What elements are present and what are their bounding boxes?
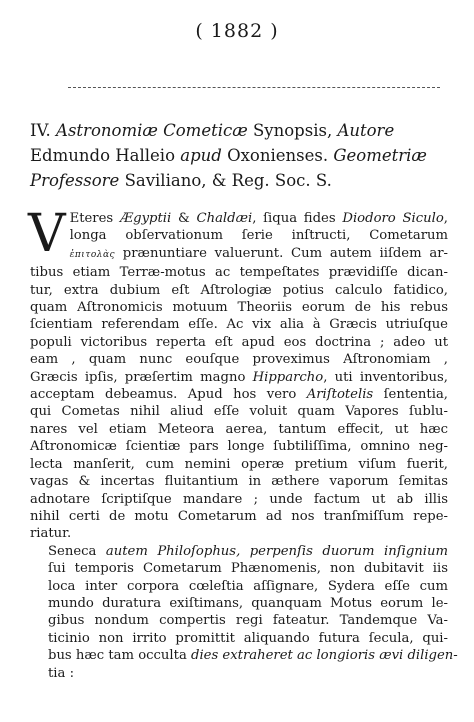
roman-text: populi victoribus reperta eſt apud eos doctrina ; adeo ut	[30, 334, 448, 350]
text-line	[30, 560, 448, 577]
text-line	[30, 456, 448, 473]
text-line	[30, 369, 448, 386]
text-line	[30, 210, 448, 227]
italic-text: Diodoro Siculo	[342, 211, 444, 226]
roman-text: nihil certi de motu Cometarum ad nos tranſmiſſum repe-	[30, 508, 448, 524]
italic-text: Chaldæi	[196, 211, 253, 226]
roman-text: , ſiqua fides	[252, 211, 343, 226]
text-line	[30, 227, 448, 244]
article-body	[28, 204, 458, 682]
text-line	[30, 299, 448, 316]
roman-text: Eteres	[69, 211, 120, 226]
roman-text: tur, extra dubium eſt Aſtrologiæ potius calculo fatidico,	[30, 282, 448, 298]
roman-text: vagas & incertas fluitantium in æthere vaporum ſemitas	[30, 474, 448, 490]
text-line	[30, 630, 448, 647]
italic-text: Hipparcho	[252, 369, 324, 385]
italic-text: Ægyptii	[119, 211, 172, 226]
paragraph-2-lines	[30, 543, 458, 682]
article-number: IV.	[30, 121, 51, 140]
italic-text: autem Philoſophus, perpenſis duorum inſignium	[96, 543, 448, 559]
heading-title-rest: Synopsis,	[247, 121, 338, 140]
heading-author: Edmundo Halleio	[30, 146, 181, 165]
roman-text: quam Aſtronomicis motuum Theoriis eorum de his rebus	[30, 300, 448, 316]
roman-text: bus hæc tam occulta	[48, 648, 191, 664]
roman-text: prænuntiare valuerunt. Cum autem iiſdem ar-	[115, 245, 448, 261]
heading-autore: Autore	[337, 121, 395, 140]
roman-text: tia :	[48, 665, 75, 681]
paragraph-1	[28, 204, 448, 543]
text-line	[30, 386, 448, 403]
roman-text: mundo duratura exiſtimans, quanquam Motus eorum le-	[48, 595, 448, 611]
italic-text: dies extraheret ac longioris ævi diligen-	[191, 648, 458, 664]
text-line	[30, 473, 448, 490]
header-rule	[68, 87, 440, 88]
roman-text: , uti inventoribus,	[323, 369, 448, 385]
text-line	[30, 525, 448, 542]
text-line	[30, 491, 448, 508]
text-line	[30, 578, 448, 595]
roman-text: Seneca	[48, 543, 97, 559]
heading-title-italic: Astronomiæ Cometicæ	[56, 121, 248, 140]
roman-text: &	[171, 211, 197, 226]
roman-text: loca inter corpora cœleſtia aſſignare, Sydera eſſe cum	[48, 578, 448, 594]
roman-text: ſcientiam referendam eſſe. Ac vix alia à Græcis utriuſque	[30, 317, 448, 333]
roman-text: ſui temporis Cometarum Phænomenis, non dubitavit iis	[48, 561, 448, 577]
text-line	[30, 403, 448, 420]
article-heading	[30, 118, 448, 193]
text-line	[30, 543, 448, 560]
roman-text: gibus nondum compertis regi fateatur. Tandemque Va-	[48, 613, 448, 629]
drop-cap: V	[28, 204, 66, 264]
greek-word: ἐπιτολὰς	[69, 249, 116, 260]
roman-text: longa obſervationum ſerie inſtructi, Cometarum	[69, 228, 448, 244]
heading-tail: Saviliano, & Reg. Soc. S.	[119, 171, 332, 190]
heading-place: Oxonienses.	[221, 146, 334, 165]
roman-text: ſententia,	[373, 387, 448, 403]
italic-text: Ariſtotelis	[306, 387, 374, 403]
text-line	[30, 595, 448, 612]
text-line	[30, 647, 458, 664]
roman-text: ,	[443, 211, 448, 226]
heading-position: Geometriæ Professore	[30, 146, 427, 190]
text-line	[30, 282, 448, 299]
text-line	[30, 264, 448, 281]
text-line	[30, 351, 448, 368]
roman-text: acceptam debeamus. Apud hos vero	[30, 387, 307, 403]
paragraph-2	[30, 543, 458, 682]
roman-text: riatur.	[30, 526, 72, 542]
text-line	[30, 438, 448, 455]
roman-text: lecta manſerit, cum nemini operæ pretium viſum fuerit,	[30, 456, 448, 472]
roman-text: adnotare ſcriptiſque mandare ; unde factum ut ab illis	[30, 491, 448, 507]
roman-text: tibus etiam Terræ-motus ac tempeſtates prævidiſſe dican-	[30, 265, 448, 281]
page-number: ( 1882 )	[195, 20, 279, 42]
roman-text: qui Cometas nihil aliud eſſe voluit quam Vapores ſublu-	[30, 404, 448, 420]
roman-text: eam , quam nunc eouſque proveximus Aſtronomiam ,	[30, 352, 448, 368]
heading-apud: apud	[180, 146, 222, 165]
roman-text: ticinio non irrito promittit aliquando futura ſecula, qui-	[48, 630, 448, 646]
text-line	[30, 612, 448, 629]
text-line	[30, 665, 448, 682]
text-line	[30, 334, 448, 351]
text-line	[30, 421, 448, 438]
text-line	[30, 508, 448, 525]
roman-text: Græcis ipſis, præſertim magno	[30, 369, 253, 385]
roman-text: nares vel etiam Meteora aerea, tantum effecit, ut hæc	[30, 421, 448, 437]
text-line	[30, 245, 448, 264]
roman-text: Aſtronomicæ ſcientiæ pars longe ſubtiliſſima, omnino neg-	[30, 439, 448, 455]
paragraph-1-lines	[28, 204, 448, 543]
text-line	[30, 316, 448, 333]
